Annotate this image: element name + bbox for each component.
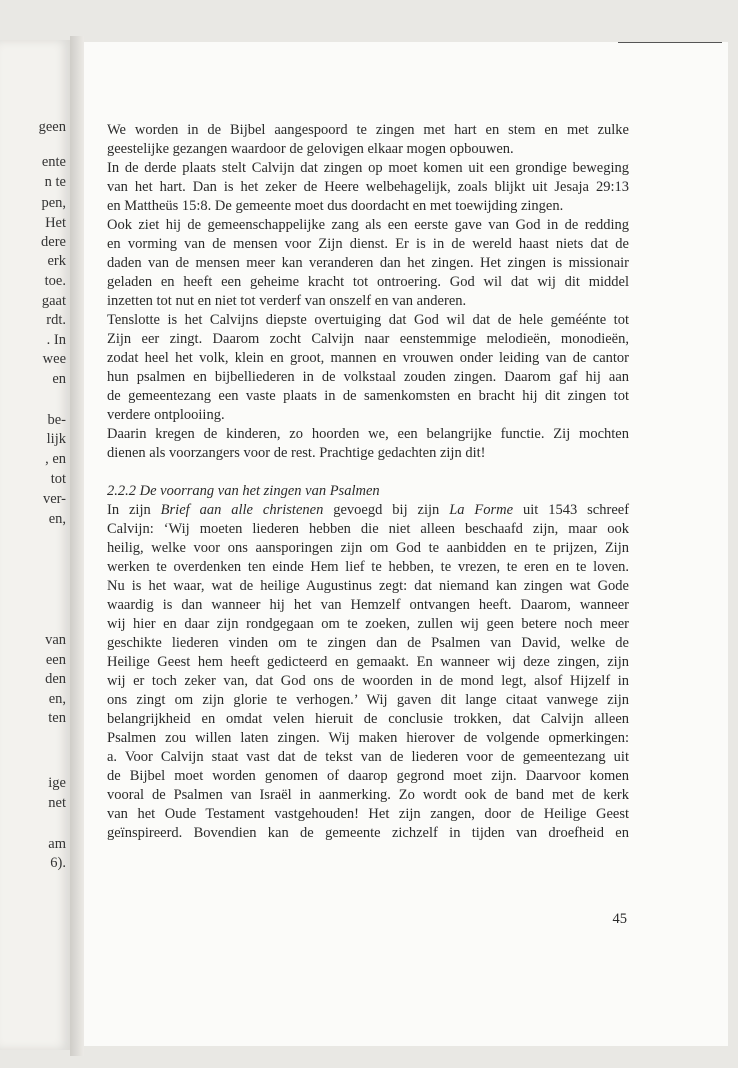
text-line: belangrijkheid en omdat velen hieruit de conclusie trokken, dat Calvijn alleen — [107, 711, 629, 727]
left-page-fragment: net — [48, 795, 66, 811]
text-line: waardig is dan wanneer hij het van Hemzelf ontvangen heeft. Daarom, wanneer — [107, 597, 629, 613]
text-line: en vorming van de mensen voor Zijn dienst. Er is in de wereld haast niets dat de — [107, 236, 629, 252]
text-line: wij hier en daar zijn rondgegaan om te zoeken, zullen wij geen betere noch meer — [107, 616, 629, 632]
text-line: In de derde plaats stelt Calvijn dat zingen op moet komen uit een grondige beweging — [107, 160, 629, 176]
left-page-fragment: be- — [47, 412, 66, 428]
left-page-fragment: tot — [50, 471, 66, 487]
first-line-title-brief: Brief aan alle christenen — [160, 502, 324, 518]
text-line: Nu is het waar, wat de heilige Augustinus zegt: dat niemand kan zingen wat Gode — [107, 578, 629, 594]
left-page-fragment: Het — [45, 215, 66, 231]
page-text — [107, 121, 629, 843]
book-gutter — [70, 36, 84, 1056]
left-page-fragment: geen — [38, 119, 66, 135]
left-page-fragment: ige — [48, 775, 66, 791]
left-page-fragment: ten — [48, 710, 66, 726]
left-page-fragment: . In — [46, 332, 66, 348]
text-line: verdere ontplooiing. — [107, 407, 225, 423]
left-page-fragment: lijk — [46, 431, 66, 447]
text-line: geschikte liederen vinden om te zingen dan de Psalmen van David, welke de — [107, 635, 629, 651]
first-line-text-3: uit 1543 schreef — [513, 502, 630, 518]
text-line: en Mattheüs 15:8. De gemeente moet dus doordacht en met toewijding zingen. — [107, 198, 564, 214]
text-line: geladen en heeft een geheime kracht tot ontroering. God wil dat wij dit middel — [107, 274, 629, 290]
section-first-line — [107, 501, 629, 520]
left-page-fragment: erk — [47, 253, 66, 269]
text-line: ons zingt om zijn glorie te verhogen.’ Wij gaven dit lange citaat vanwege zijn — [107, 692, 629, 708]
left-page-fragment: pen, — [41, 195, 66, 211]
text-line: van het Oude Testament vastgehouden! Het zijn zangen, door de Heilige Geest — [107, 806, 629, 822]
top-rule — [618, 42, 722, 43]
text-line: Psalmen zou willen laten zingen. Wij maken hierover de volgende opmerkingen: — [107, 730, 629, 746]
text-line: werken te overdenken ten einde Hem lief te hebben, te vrezen, te eren en te loven. — [107, 559, 629, 575]
text-line: Calvijn: ‘Wij moeten liederen hebben die niet alleen beschaafd zijn, maar ook — [107, 521, 629, 537]
left-page-fragment: gaat — [41, 293, 66, 309]
text-line: daden van de mensen meer kan veranderen dan het zingen. Het zingen is missionair — [107, 255, 629, 271]
text-line: geestelijke gezangen waardoor de gelovigen elkaar mogen opbouwen. — [107, 141, 514, 157]
section-gap — [107, 463, 629, 482]
text-line: de gemeentezang een vaste plaats in de samenkomsten en bracht hij dit zingen tot — [107, 388, 629, 404]
text-line: heilig, welke voor ons aansporingen zijn om God te aanbidden en te prijzen, Zijn — [107, 540, 629, 556]
left-page-fragment: een — [45, 652, 66, 668]
text-line: Tenslotte is het Calvijns diepste overtuiging dat God wil dat de hele geméénte tot — [107, 312, 629, 328]
left-page-edge — [0, 40, 70, 1050]
text-line: wij er toch zeker van, dat God ons de woorden in de mond legt, alsof Hijzelf in — [107, 673, 629, 689]
text-line: We worden in de Bijbel aangespoord te zingen met hart en stem en met zulke — [107, 122, 629, 138]
left-page-fragment: wee — [42, 351, 66, 367]
left-page-fragment: am — [48, 836, 66, 852]
left-page-fragment: en, — [48, 511, 66, 527]
text-line: de Bijbel moet worden genomen of daarop gegrond moet zijn. Daarvoor komen — [107, 768, 629, 784]
left-page-fragment: rdt. — [46, 312, 66, 328]
first-line-title-la-forme: La Forme — [449, 502, 514, 518]
left-page-fragment: toe. — [44, 273, 66, 289]
page-number: 45 — [612, 911, 627, 927]
left-page-fragment: ver- — [42, 491, 66, 507]
section-heading: 2.2.2 De voorrang van het zingen van Psalmen — [107, 483, 380, 499]
text-line: zodat heel het volk, klein en groot, mannen en vrouwen onder leiding van de cantor — [107, 350, 629, 366]
left-page-fragment: dere — [41, 234, 66, 250]
text-line: Zijn eer zingt. Daarom zocht Calvijn naar eenstemmige melodieën, monodieën, — [107, 331, 629, 347]
text-line: geïnspireerd. Bovendien kan de gemeente zichzelf in tijden van droefheid en — [107, 825, 629, 841]
text-line: inzetten tot nut en niet tot verderf van onszelf en van anderen. — [107, 293, 467, 309]
text-line: a. Voor Calvijn staat vast dat de tekst van de liederen voor de gemeentezang uit — [107, 749, 629, 765]
left-page-fragment: n te — [44, 174, 66, 190]
left-page-fragment: ente — [41, 154, 66, 170]
text-line: Daarin kregen de kinderen, zo hoorden we, een belangrijke functie. Zij mochten — [107, 426, 629, 442]
left-page-fragment: van — [45, 632, 66, 648]
left-page-fragment: , en — [45, 451, 66, 467]
first-line-text-1: In zijn — [107, 502, 161, 518]
text-line: Ook ziet hij de gemeenschappelijke zang als een eerste gave van God in de redding — [107, 217, 629, 233]
text-line: vooral de Psalmen van Israël in aanmerking. Zo wordt ook de band met de kerk — [107, 787, 629, 803]
left-page-fragment: den — [45, 671, 66, 687]
left-page-fragment: 6). — [50, 855, 66, 871]
left-page-fragment: en, — [48, 691, 66, 707]
left-page-fragment: en — [52, 371, 66, 387]
text-line: van het hart. Dan is het zeker de Heere welbehagelijk, zoals blijkt uit Jesaja 29:13 — [107, 179, 629, 195]
text-line: Heilige Geest hem heeft gedicteerd en gemaakt. En wanneer wij deze zingen, zijn — [107, 654, 629, 670]
text-line: dienen als voorzangers voor de rest. Prachtige gedachten zijn dit! — [107, 445, 486, 461]
first-line-text-2: gevoegd bij zijn — [323, 502, 450, 518]
text-line: hun psalmen en bijbelliederen in de volkstaal zouden zingen. Daarom gaf hij aan — [107, 369, 629, 385]
